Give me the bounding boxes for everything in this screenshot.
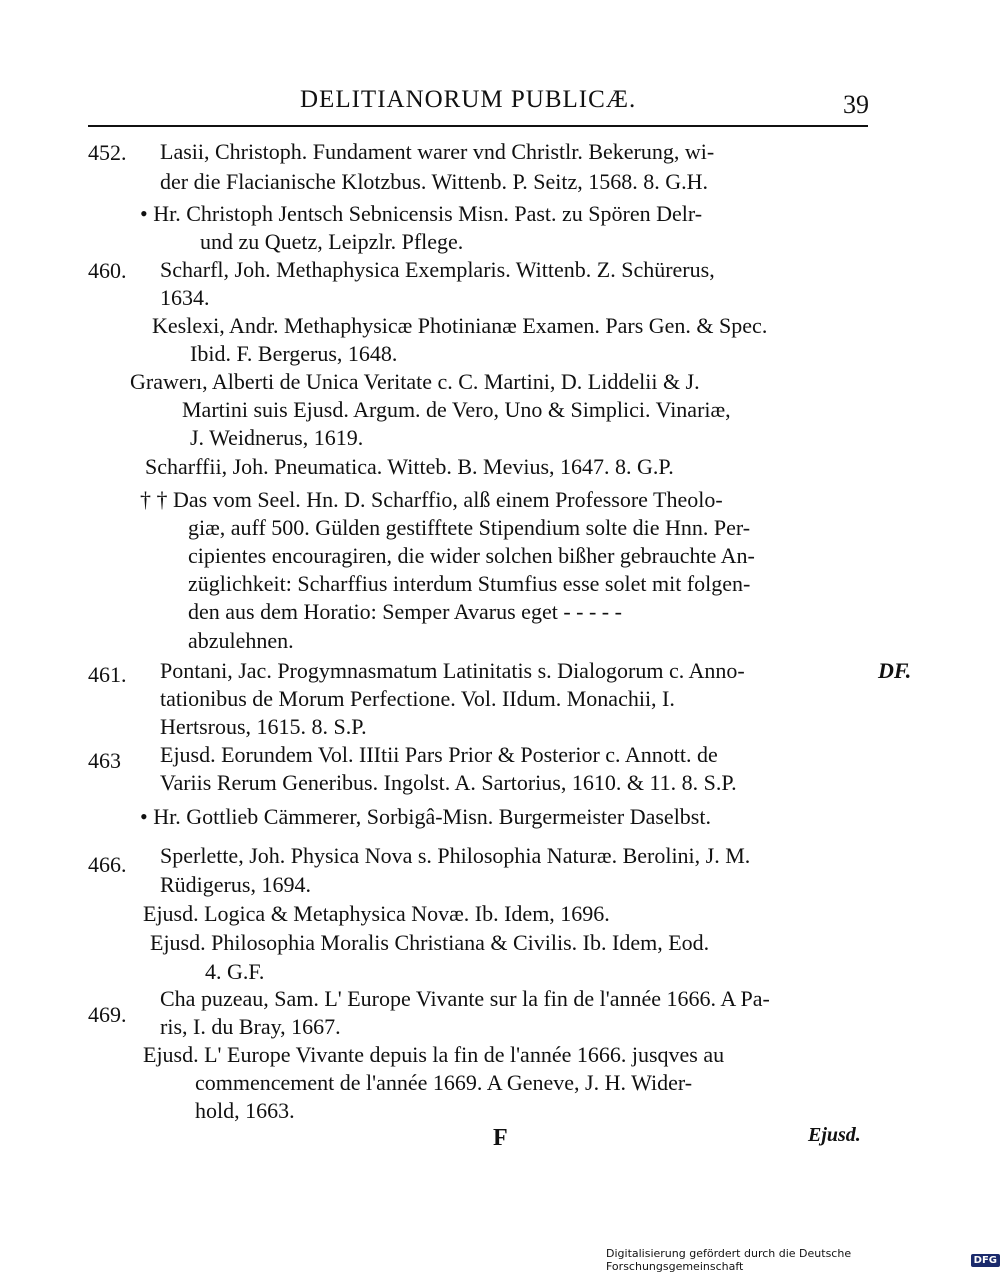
entry-line: Sperlette, Joh. Physica Nova s. Philosophia Naturæ. Berolini, J. M. <box>160 843 751 868</box>
entry-line: Pontani, Jac. Progymnasmatum Latinitatis s. Dialogorum c. Anno- <box>160 658 745 683</box>
entry-line: Keslexi, Andr. Methaphysicæ Photinianæ Examen. Pars Gen. & Spec. <box>152 313 768 338</box>
entry-line: Ejusd. Philosophia Moralis Christiana & Civilis. Ib. Idem, Eod. <box>150 930 710 955</box>
entry-line: Ejusd. L' Europe Vivante depuis la fin de l'année 1666. jusqves au <box>143 1042 725 1067</box>
catchword: Ejusd. <box>808 1124 861 1146</box>
credit-text: Digitalisierung gefördert durch die Deutsche Forschungsgemeinschaft <box>606 1247 852 1273</box>
entry-line: Grawerı, Alberti de Unica Veritate c. C. Martini, D. Liddelii & J. <box>130 369 700 394</box>
entry-line: ris, I. du Bray, 1667. <box>160 1014 341 1039</box>
entry-line: Scharfl, Joh. Methaphysica Exemplaris. Wittenb. Z. Schürerus, <box>160 257 715 282</box>
entry-line: Martini suis Ejusd. Argum. de Vero, Uno & Simplici. Vinariæ, <box>182 397 731 422</box>
entry-number: 466. <box>88 852 127 877</box>
dfg-logo-icon: DFG <box>971 1254 1000 1267</box>
entry-number: 460. <box>88 258 127 283</box>
entry-line: und zu Quetz, Leipzlr. Pflege. <box>200 229 464 254</box>
entry-line: • Hr. Gottlieb Cämmerer, Sorbigâ-Misn. Burgermeister Daselbst. <box>140 804 711 829</box>
entry-line: züglichkeit: Scharffius interdum Stumfius esse solet mit folgen- <box>188 571 751 596</box>
entry-line: tationibus de Morum Perfectione. Vol. IIdum. Monachii, I. <box>160 686 675 711</box>
entry-line: abzulehnen. <box>188 628 294 653</box>
entry-line: • Hr. Christoph Jentsch Sebnicensis Misn. Past. zu Spören Delr- <box>140 201 703 226</box>
entry-number: 469. <box>88 1002 127 1027</box>
page-number: 39 <box>843 90 869 119</box>
entry-line: hold, 1663. <box>195 1098 295 1123</box>
entry-line: Variis Rerum Generibus. Ingolst. A. Sartorius, 1610. & 11. 8. S.P. <box>160 770 737 795</box>
running-header: DELITIANORUM PUBLICÆ. <box>300 86 637 113</box>
entry-line: 1634. <box>160 285 210 310</box>
margin-note: DF. <box>878 658 912 683</box>
entry-line: J. Weidnerus, 1619. <box>190 425 364 450</box>
entry-line: 4. G.F. <box>205 959 265 984</box>
entry-line: Cha puzeau, Sam. L' Europe Vivante sur la fin de l'année 1666. A Pa- <box>160 986 770 1011</box>
digitization-credit <box>606 1247 1000 1273</box>
entry-line: Ibid. F. Bergerus, 1648. <box>190 341 398 366</box>
entry-line: † † Das vom Seel. Hn. D. Scharffio, alß einem Professore Theolo- <box>140 487 723 512</box>
entry-number: 463 <box>88 748 121 773</box>
entry-line: commencement de l'année 1669. A Geneve, J. H. Wider- <box>195 1070 693 1095</box>
entry-line: den aus dem Horatio: Semper Avarus eget - - - - - <box>188 599 622 624</box>
entry-line: Scharffii, Joh. Pneumatica. Witteb. B. Mevius, 1647. 8. G.P. <box>145 454 674 479</box>
header-rule <box>88 125 868 127</box>
entry-line: der die Flacianische Klotzbus. Wittenb. P. Seitz, 1568. 8. G.H. <box>160 169 709 194</box>
entry-line: Ejusd. Logica & Metaphysica Novæ. Ib. Idem, 1696. <box>143 901 610 926</box>
entry-line: cipientes encouragiren, die wider solchen bißher gebrauchte An- <box>188 543 755 568</box>
entry-line: Lasii, Christoph. Fundament warer vnd Christlr. Bekerung, wi- <box>160 139 715 164</box>
entry-number: 452. <box>88 140 127 165</box>
entry-number: 461. <box>88 662 127 687</box>
entry-line: Rüdigerus, 1694. <box>160 872 311 897</box>
entry-line: giæ, auff 500. Gülden gestifftete Stipendium solte die Hnn. Per- <box>188 515 751 540</box>
entry-line: Hertsrous, 1615. 8. S.P. <box>160 714 367 739</box>
entry-line: Ejusd. Eorundem Vol. IIItii Pars Prior & Posterior c. Annott. de <box>160 742 718 767</box>
signature-mark: F <box>493 1125 508 1151</box>
